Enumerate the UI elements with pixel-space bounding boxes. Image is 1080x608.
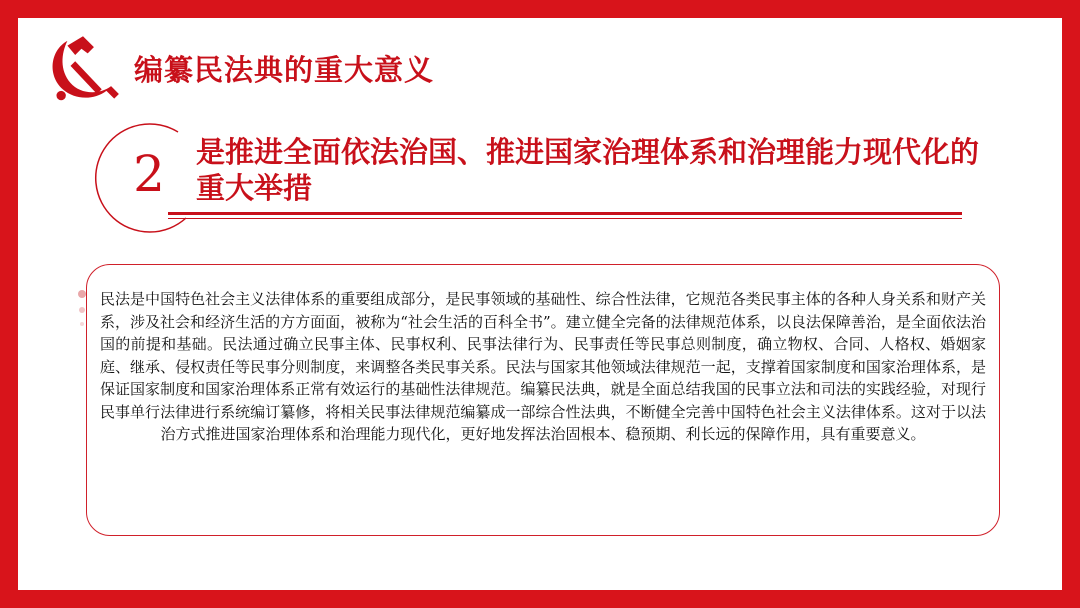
point-number: 2 [133,145,165,203]
body-paragraph: 民法是中国特色社会主义法律体系的重要组成部分，是民事领域的基础性、综合性法律，它规范各类民事主体的各种人身关系和财产关系，涉及社会和经济生活的方方面面，被称为“社会生活的百科全书”。建立健全完备的法律规范体系，以良法保障善治，是全面依法治国的前提和基础。民法通过确立民事主体、民事权利、民事法律行为、民事责任等民事总则制度，确立物权、合同、人格权、婚姻家庭、继承、侵权责任等民事分则制度，来调整各类民事关系。民法与国家其他领域法律规范一起，支撑着国家制度和国家治理体系，是保证国家制度和国家治理体系正常有效运行的基础性法律规范。编纂民法典，就是全面总结我国的民事立法和司法的实践经验，对现行民事单行法律进行系统编订纂修，将相关民事法律规范编纂成一部综合性法典，不断健全完善中国特色社会主义法律体系。这对于以法治方式推进国家治理体系和治理能力现代化，更好地发挥法治固根本、稳预期、利长远的保障作用，具有重要意义。 [100,290,986,443]
heading-underline [168,212,962,215]
hammer-and-sickle-icon [44,30,122,108]
decorative-dots [76,280,96,340]
heading-underline-thin [168,218,962,219]
point-heading: 是推进全面依法治国、推进国家治理体系和治理能力现代化的重大举措 [196,135,980,205]
section-title: 编纂民法典的重大意义 [134,53,435,87]
slide [18,18,1062,590]
